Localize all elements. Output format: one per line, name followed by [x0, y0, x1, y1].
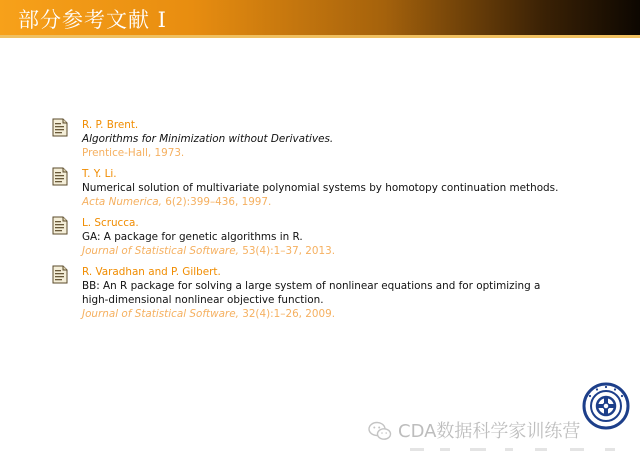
reference-venue: Journal of Statistical Software, — [82, 308, 239, 320]
reference-item — [52, 216, 612, 258]
page-title: 部分参考文献 I — [18, 8, 167, 32]
watermark-text: CDA数据科学家训练营 — [398, 421, 581, 442]
wechat-icon — [368, 421, 392, 441]
reference-title: Numerical solution of multivariate polynomial systems by homotopy continuation methods. — [82, 182, 559, 194]
title-bar — [0, 0, 640, 38]
reference-publication — [82, 146, 612, 160]
reference-publication-details: 53(4):1–37, 2013. — [238, 245, 336, 257]
reference-publication — [82, 195, 612, 209]
reference-author: L. Scrucca. — [82, 217, 139, 229]
document-icon — [52, 118, 68, 137]
reference-title-line-1: BB: An R package for solving a large system of nonlinear equations and for optimizing a — [82, 280, 541, 292]
reference-item — [52, 118, 612, 160]
reference-publication-details: 32(4):1–26, 2009. — [238, 308, 336, 320]
reference-title: GA: A package for genetic algorithms in R. — [82, 231, 303, 243]
reference-item — [52, 167, 612, 209]
document-icon — [52, 265, 68, 284]
reference-publication — [82, 307, 612, 321]
reference-venue: Journal of Statistical Software, — [82, 245, 239, 257]
institution-seal-icon — [582, 382, 630, 430]
reference-author: R. Varadhan and P. Gilbert. — [82, 266, 221, 278]
document-icon — [52, 216, 68, 235]
footer-decoration — [400, 445, 640, 455]
reference-list — [52, 118, 612, 328]
reference-title-line-2: high-dimensional nonlinear objective function. — [82, 294, 324, 306]
reference-item — [52, 265, 612, 321]
reference-author: T. Y. Li. — [82, 168, 117, 180]
document-icon — [52, 167, 68, 186]
reference-author: R. P. Brent. — [82, 119, 139, 131]
reference-publication-details: Prentice-Hall, 1973. — [82, 147, 185, 159]
reference-publication — [82, 244, 612, 258]
reference-venue: Acta Numerica, — [82, 196, 162, 208]
reference-publication-details: 6(2):399–436, 1997. — [161, 196, 272, 208]
reference-title: Algorithms for Minimization without Derivatives. — [82, 133, 334, 145]
